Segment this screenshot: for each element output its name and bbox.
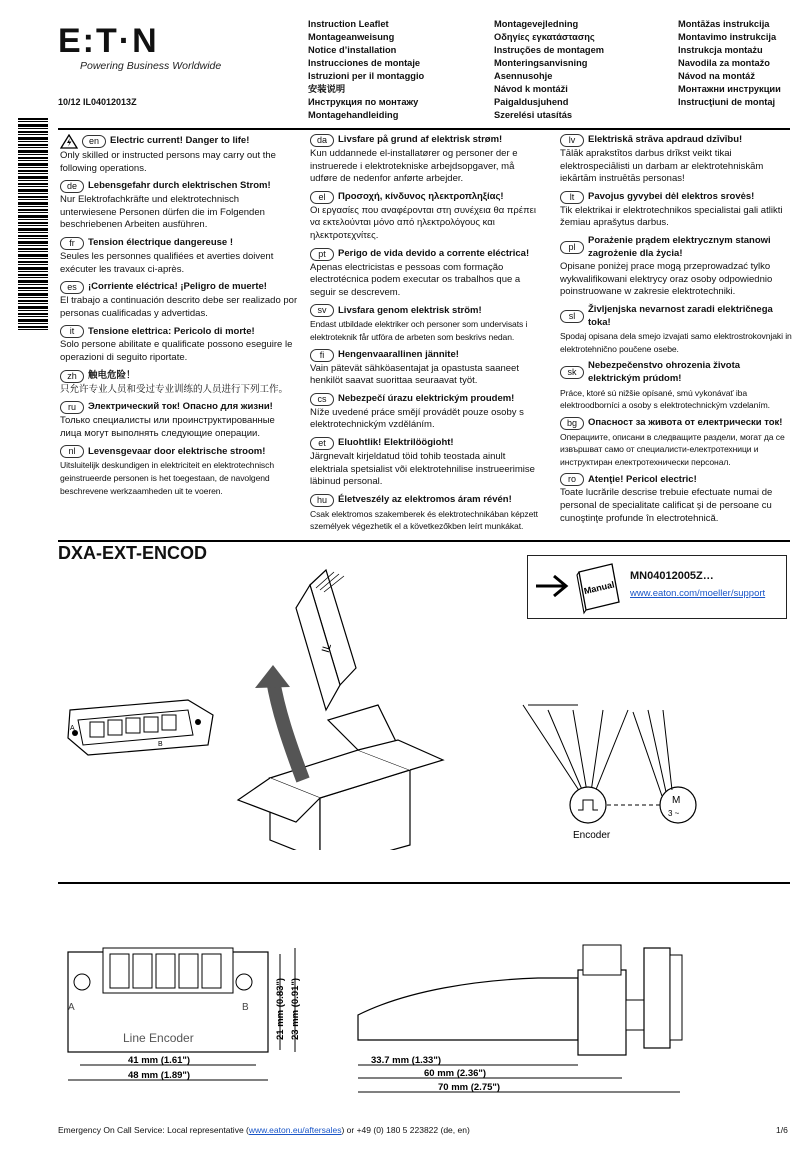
aftersales-link[interactable]: www.eaton.eu/aftersales — [248, 1125, 342, 1135]
document-id: 10/12 IL04012013Z — [58, 97, 137, 107]
barcode — [18, 118, 48, 330]
encoder-label: Encoder — [573, 830, 611, 841]
instruction-leaflet — [296, 570, 356, 710]
svg-text:B: B — [158, 741, 163, 748]
installation-illustration — [58, 560, 790, 850]
width-inner-dim: 41 mm (1.61") — [128, 1055, 191, 1066]
manual-support-link[interactable]: www.eaton.com/moeller/support — [630, 588, 766, 599]
eaton-logo: E:T·N — [58, 22, 159, 60]
section-rule — [58, 540, 790, 542]
front-view — [68, 948, 268, 1052]
depth-1-dim: 33.7 mm (1.33") — [371, 1055, 441, 1066]
terminal-b-label: B — [242, 1002, 249, 1013]
leaflet-label: IL — [319, 641, 335, 655]
motor-label: M — [672, 795, 681, 806]
header-rule — [58, 128, 790, 130]
packaging-box — [238, 705, 443, 850]
encoder-connector — [68, 700, 213, 755]
warnings-column-2: da Livsfare på grund af elektrisk strøm! Kun uddannede el-installatører og personer der e instruerede i elektrotekniske arbejdsopgaver, må udføre de nedenfor anførte arbejder. el Προσοχή, κίνδυνος ηλεκτροπληξίας! Οι εργασίες που αναφέρονται στη συνέχεια θα πρέπει να εκτελούνται μόνο από ηλεκτρολόγους και ηλεκτροτεχνίτες. pt Perigo de vida devido a corrente eléctrica! Apenas electricistas e pessoas com formação electrotécnica podem executar os trabalhos que a seguir se descrevem. sv Livsfara genom elektrisk ström! Endast utbildade elektriker och personer som undervisats i elektroteknik får utföra de arbeten som beskrivs nedan. fi Hengenvaarallinen jännite! Vain pätevät sähköasentajat ja opastusta saaneet henkilöt saavat suorittaa seuraavat työt. cs Nebezpečí úrazu elektrickým proudem! Níže uvedené práce smějí provádět pouze osoby s elektrotechnickým vzděláním. et Eluohtlik! Elektrilöögioht! Järgnevalt kirjeldatud töid tohib teostada ainult elektriala spetsialist või elektrotehnilise instrueerimise läbinud personal. hu Életveszély az elektromos áram révén! Csak elektromos szakemberek és elektrotechnikában képzett személyek végezhetik el a következőkben leírt munkákat. — [310, 134, 538, 532]
footer: Emergency On Call Service: Local representative (www.eaton.eu/aftersales) or +49 (0) 180 5 223822 (de, en) — [58, 1125, 470, 1135]
warning-en: en Electric current! Danger to life! Only skilled or instructed persons may carry out the following operations. — [60, 135, 276, 174]
height-outer-dim: 23 mm (0.91") — [290, 977, 301, 1040]
page-number: 1/6 — [776, 1125, 788, 1135]
height-inner-dim: 21 mm (0.83") — [275, 977, 286, 1040]
terminal-a-label: A — [68, 1002, 75, 1013]
motor-sub-label: 3 ~ — [668, 809, 680, 818]
encoder-diagram — [523, 705, 696, 841]
dimensions-rule — [58, 882, 790, 884]
dimension-drawing — [58, 940, 790, 1110]
titles-column-2: Montagevejledning Οδηγίες εγκατάστασης Instruções de montagem Monteringsanvisning Asennusohje Návod k montáži Paigaldusjuhend Szerelési utasítás — [494, 19, 605, 120]
encoder-circle — [570, 787, 606, 823]
titles-column-3: Montāžas instrukcija Montavimo instrukcija Instrukcja montażu Navodila za montažo Návod na montáž Монтажни инструкции Instrucţiuni de montaj — [678, 19, 781, 107]
line-encoder-label: Line Encoder — [123, 1031, 194, 1045]
warnings-column-1: en Electric current! Danger to life! Only skilled or instructed persons may carry out the following operations. de Lebensgefahr durch elektrischen Strom! Nur Elektrofachkräfte und elektrotechnisch unterwiesene Personen dürfen die im Folgenden beschriebenen Arbeiten ausführen. fr Tension électrique dangereuse ! Seules les personnes qualifiées et averties doivent exécuter les travaux ci-après. es ¡Corriente eléctrica! ¡Peligro de muerte! El trabajo a continuación descrito debe ser realizado por personas cualificadas y advertidas. it Tensione elettrica: Pericolo di morte! Solo persone abilitate e qualificate possono eseguire le operazioni di seguito riportate. zh 触电危险！ 只允许专业人员和受过专业训练的人员进行下列工作。 ru Электрический ток! Опасно для жизни! Только специалисты или проинструктированные лица могут выполнять следующие операции. nl Levensgevaar door elektrische stroom! Uitsluitelijk deskundigen in elektriciteit en elektrotechnisch geinstrueerde personen is het toegestaan, de navolgend beschrevene werkzaamheden uit te voeren. — [60, 135, 298, 496]
depth-3-dim: 70 mm (2.75") — [438, 1082, 501, 1093]
svg-text:A: A — [70, 725, 75, 732]
lift-arrow-icon — [273, 680, 303, 780]
depth-2-dim: 60 mm (2.36") — [424, 1068, 487, 1079]
width-outer-dim: 48 mm (1.89") — [128, 1070, 191, 1081]
manual-number: MN04012005Z… — [630, 570, 714, 582]
warning-triangle-icon — [60, 134, 78, 149]
warnings-column-3: lv Elektriskā strāva apdraud dzīvību! Tālāk aprakstītos darbus drīkst veikt tikai elektrospeciālisti un darbam ar elektrotehniskām iekārtām instruētās personas! lt Pavojus gyvybei dėl elektros srovės! Tik elektrikai ir elektrotechnikos specialistai gali atlikti žemiau aprašytus darbus. pl Porażenie prądem elektrycznym stanowi zagrożenie dla życia! Opisane poniżej prace mogą przeprowadzać tylko wykwalifikowani elektrycy oraz osoby odpowiednio poinstruowane w zakresie elektrotechniki. sl Življenjska nevarnost zaradi električnega toka! Spodaj opisana dela smejo izvajati samo elektrostrokovnjaki in elektrotehnično poučene osebe. sk Nebezpečenstvo ohrozenia života elektrickým prúdom! Práce, ktoré sú nižšie opísané, smú vykonávať iba elektroodborníci a osoby s elektrotechnickým vzdelaním. bg Опасност за живота от електрически ток! Операциите, описани в следващите раздели, могат да се извършват само от специалисти-електротехници и инструктиран електротехнически персонал. ro Atenţie! Pericol electric! Toate lucrările descrise trebuie efectuate numai de personal de specialitate calificat şi de persoane cu cunoştinţe profunde în electrotehnică. — [560, 134, 792, 524]
manual-book-label: Manual — [582, 579, 616, 597]
product-name: DXA-EXT-ENCOD — [58, 543, 208, 563]
side-view — [358, 945, 682, 1055]
titles-column-1: Instruction Leaflet Montageanweisung Notice d’installation Instrucciones de montaje Istruzioni per il montaggio 安装说明 Инструкция по монтажу Montagehandleiding — [308, 19, 425, 120]
tagline: Powering Business Worldwide — [80, 60, 222, 72]
